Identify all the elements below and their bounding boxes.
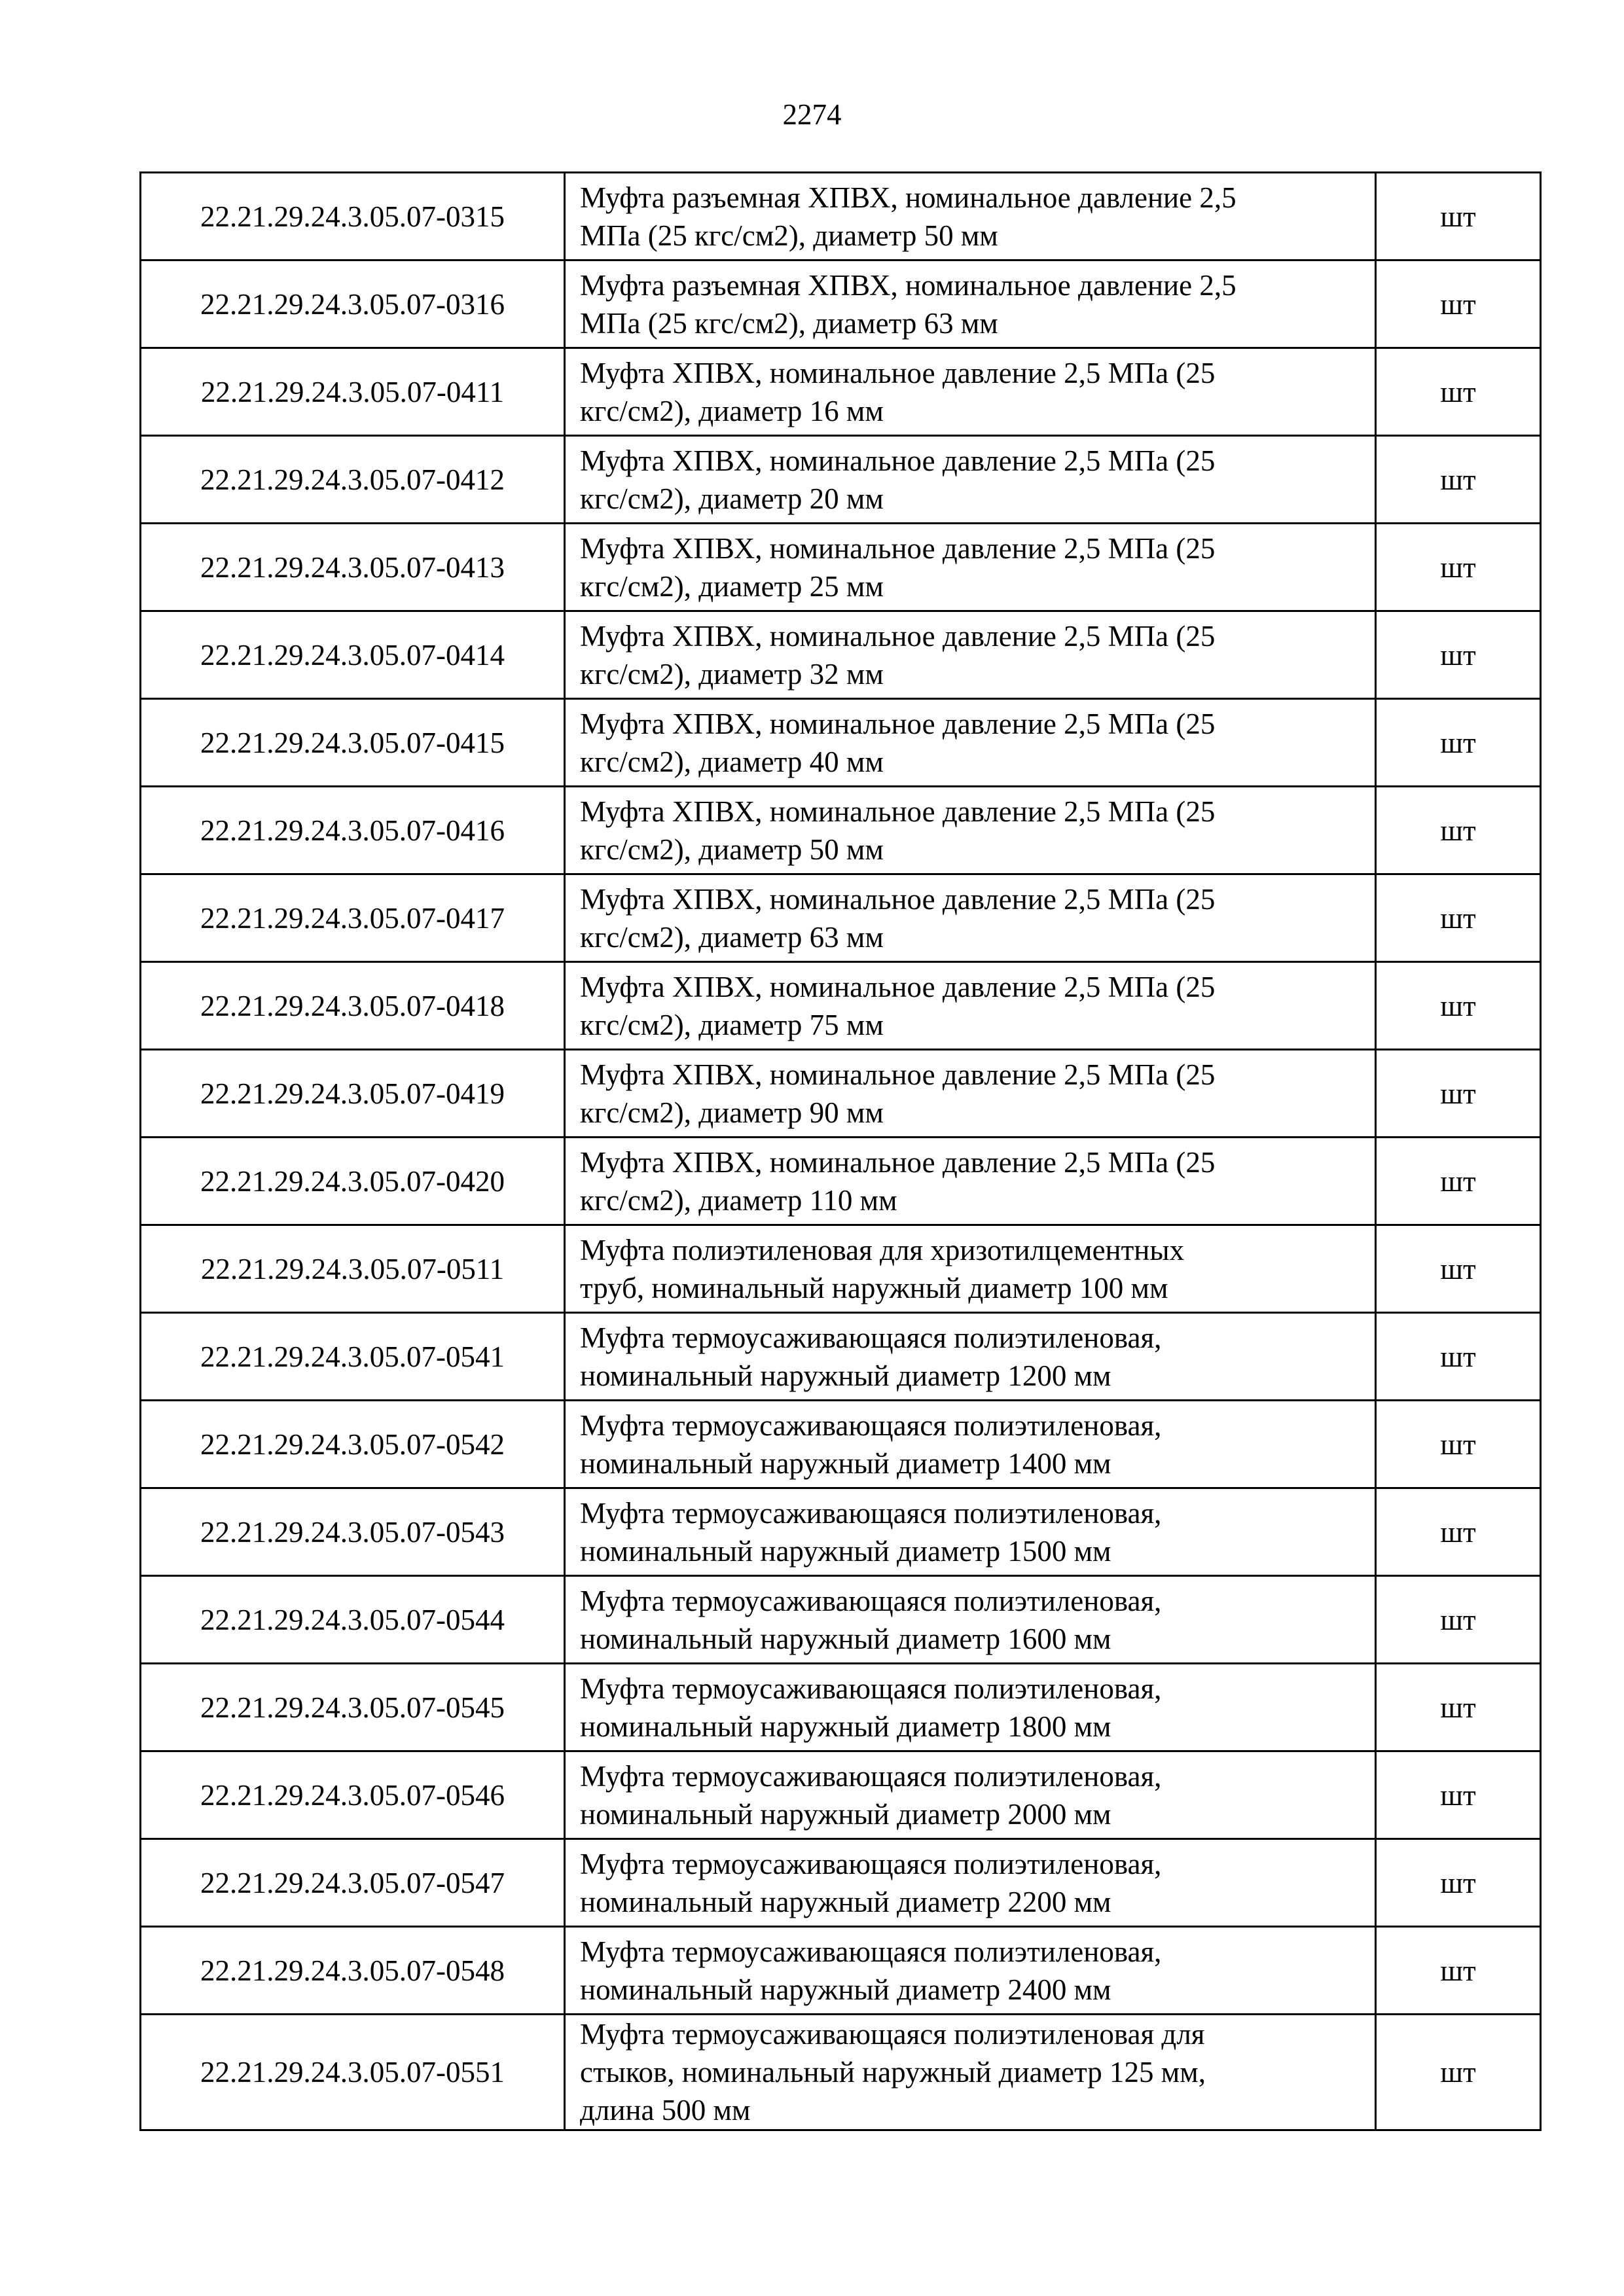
- item-code: 22.21.29.24.3.05.07-0542: [141, 1401, 565, 1488]
- item-description: [565, 699, 1376, 787]
- item-unit: шт: [1376, 1050, 1541, 1138]
- item-unit: шт: [1376, 348, 1541, 436]
- item-description: [565, 1401, 1376, 1488]
- item-unit: шт: [1376, 1927, 1541, 2015]
- item-code: 22.21.29.24.3.05.07-0418: [141, 962, 565, 1050]
- description-line: Муфта ХПВХ, номинальное давление 2,5 МПа (25: [580, 1145, 1216, 1179]
- item-unit: шт: [1376, 1225, 1541, 1313]
- table-row: [141, 1751, 1541, 1839]
- item-unit: шт: [1376, 436, 1541, 524]
- item-unit: шт: [1376, 1138, 1541, 1225]
- items-table: [139, 171, 1542, 2131]
- item-code: 22.21.29.24.3.05.07-0412: [141, 436, 565, 524]
- item-unit: шт: [1376, 2015, 1541, 2130]
- table-row: [141, 611, 1541, 699]
- description-line: Муфта термоусаживающаяся полиэтиленовая,: [580, 1759, 1162, 1793]
- description-line: Муфта термоусаживающаяся полиэтиленовая для: [580, 2018, 1205, 2051]
- description-line: номинальный наружный диаметр 2400 мм: [580, 1973, 1111, 2006]
- table-row: [141, 1313, 1541, 1401]
- table-row: [141, 348, 1541, 436]
- description-line: Муфта термоусаживающаяся полиэтиленовая,: [580, 1496, 1162, 1530]
- item-description: [565, 611, 1376, 699]
- description-line: Муфта ХПВХ, номинальное давление 2,5 МПа (25: [580, 707, 1216, 740]
- description-line: Муфта ХПВХ, номинальное давление 2,5 МПа (25: [580, 882, 1216, 916]
- item-description: [565, 524, 1376, 611]
- item-unit: шт: [1376, 173, 1541, 260]
- item-description: [565, 874, 1376, 962]
- item-description: [565, 1751, 1376, 1839]
- item-unit: шт: [1376, 1751, 1541, 1839]
- item-unit: шт: [1376, 1576, 1541, 1664]
- item-description: [565, 260, 1376, 348]
- description-line: номинальный наружный диаметр 2200 мм: [580, 1885, 1111, 1918]
- item-description: [565, 1664, 1376, 1751]
- description-line: Муфта ХПВХ, номинальное давление 2,5 МПа (25: [580, 619, 1216, 653]
- description-line: номинальный наружный диаметр 1400 мм: [580, 1446, 1111, 1480]
- item-code: 22.21.29.24.3.05.07-0315: [141, 173, 565, 260]
- description-line: длина 500 мм: [580, 2094, 751, 2126]
- description-line: номинальный наружный диаметр 1200 мм: [580, 1359, 1111, 1392]
- item-code: 22.21.29.24.3.05.07-0419: [141, 1050, 565, 1138]
- description-line: кгс/см2), диаметр 75 мм: [580, 1008, 884, 1041]
- description-line: Муфта термоусаживающаяся полиэтиленовая,: [580, 1584, 1162, 1617]
- item-description: [565, 1313, 1376, 1401]
- item-description: [565, 348, 1376, 436]
- description-line: Муфта ХПВХ, номинальное давление 2,5 МПа (25: [580, 970, 1216, 1003]
- table-row: [141, 1576, 1541, 1664]
- item-code: 22.21.29.24.3.05.07-0316: [141, 260, 565, 348]
- description-line: кгс/см2), диаметр 50 мм: [580, 833, 884, 866]
- description-line: стыков, номинальный наружный диаметр 125 мм,: [580, 2056, 1206, 2089]
- description-line: Муфта термоусаживающаяся полиэтиленовая,: [580, 1321, 1162, 1354]
- description-line: Муфта ХПВХ, номинальное давление 2,5 МПа (25: [580, 795, 1216, 828]
- description-line: номинальный наружный диаметр 2000 мм: [580, 1797, 1111, 1831]
- description-line: МПа (25 кгс/см2), диаметр 50 мм: [580, 219, 998, 252]
- item-unit: шт: [1376, 1313, 1541, 1401]
- table-row: [141, 1050, 1541, 1138]
- item-code: 22.21.29.24.3.05.07-0420: [141, 1138, 565, 1225]
- description-line: МПа (25 кгс/см2), диаметр 63 мм: [580, 306, 998, 340]
- description-line: кгс/см2), диаметр 90 мм: [580, 1096, 884, 1129]
- description-line: Муфта ХПВХ, номинальное давление 2,5 МПа (25: [580, 531, 1216, 565]
- description-line: труб, номинальный наружный диаметр 100 мм: [580, 1271, 1168, 1304]
- table-row: [141, 1138, 1541, 1225]
- item-description: [565, 1488, 1376, 1576]
- item-unit: шт: [1376, 1664, 1541, 1751]
- item-description: [565, 436, 1376, 524]
- description-line: Муфта ХПВХ, номинальное давление 2,5 МПа (25: [580, 1058, 1216, 1091]
- description-line: Муфта термоусаживающаяся полиэтиленовая,: [580, 1935, 1162, 1968]
- table-row: [141, 874, 1541, 962]
- item-code: 22.21.29.24.3.05.07-0544: [141, 1576, 565, 1664]
- item-code: 22.21.29.24.3.05.07-0411: [141, 348, 565, 436]
- item-code: 22.21.29.24.3.05.07-0415: [141, 699, 565, 787]
- page-number: 2274: [782, 98, 842, 131]
- description-line: Муфта термоусаживающаяся полиэтиленовая,: [580, 1408, 1162, 1442]
- table-row: [141, 1839, 1541, 1927]
- item-code: 22.21.29.24.3.05.07-0511: [141, 1225, 565, 1313]
- item-unit: шт: [1376, 699, 1541, 787]
- item-description: [565, 2015, 1376, 2130]
- table-row: [141, 1401, 1541, 1488]
- description-line: Муфта разъемная ХПВХ, номинальное давление 2,5: [580, 268, 1236, 302]
- item-description: [565, 1138, 1376, 1225]
- item-code: 22.21.29.24.3.05.07-0416: [141, 787, 565, 874]
- item-description: [565, 1050, 1376, 1138]
- description-line: Муфта термоусаживающаяся полиэтиленовая,: [580, 1847, 1162, 1880]
- description-line: Муфта разъемная ХПВХ, номинальное давление 2,5: [580, 181, 1236, 214]
- table-row: [141, 787, 1541, 874]
- item-unit: шт: [1376, 1401, 1541, 1488]
- table-row: [141, 962, 1541, 1050]
- item-unit: шт: [1376, 1839, 1541, 1927]
- description-line: кгс/см2), диаметр 110 мм: [580, 1183, 897, 1217]
- item-code: 22.21.29.24.3.05.07-0546: [141, 1751, 565, 1839]
- description-line: кгс/см2), диаметр 32 мм: [580, 657, 884, 691]
- item-description: [565, 1225, 1376, 1313]
- description-line: Муфта ХПВХ, номинальное давление 2,5 МПа (25: [580, 444, 1216, 477]
- description-line: кгс/см2), диаметр 25 мм: [580, 569, 884, 603]
- table-row: [141, 1225, 1541, 1313]
- item-description: [565, 173, 1376, 260]
- item-code: 22.21.29.24.3.05.07-0543: [141, 1488, 565, 1576]
- description-line: номинальный наружный диаметр 1500 мм: [580, 1534, 1111, 1568]
- item-code: 22.21.29.24.3.05.07-0548: [141, 1927, 565, 2015]
- item-description: [565, 1927, 1376, 2015]
- item-unit: шт: [1376, 787, 1541, 874]
- item-unit: шт: [1376, 962, 1541, 1050]
- description-line: кгс/см2), диаметр 20 мм: [580, 482, 884, 515]
- description-line: кгс/см2), диаметр 16 мм: [580, 394, 884, 427]
- item-code: 22.21.29.24.3.05.07-0414: [141, 611, 565, 699]
- item-description: [565, 1576, 1376, 1664]
- description-line: номинальный наружный диаметр 1800 мм: [580, 1710, 1111, 1743]
- item-code: 22.21.29.24.3.05.07-0417: [141, 874, 565, 962]
- description-line: Муфта полиэтиленовая для хризотилцементных: [580, 1233, 1185, 1266]
- item-description: [565, 1839, 1376, 1927]
- item-description: [565, 787, 1376, 874]
- table-row: [141, 173, 1541, 260]
- item-code: 22.21.29.24.3.05.07-0547: [141, 1839, 565, 1927]
- item-description: [565, 962, 1376, 1050]
- table-row: [141, 524, 1541, 611]
- table-row: [141, 436, 1541, 524]
- table-row: [141, 2015, 1541, 2130]
- item-code: 22.21.29.24.3.05.07-0545: [141, 1664, 565, 1751]
- item-code: 22.21.29.24.3.05.07-0551: [141, 2015, 565, 2130]
- item-unit: шт: [1376, 524, 1541, 611]
- item-code: 22.21.29.24.3.05.07-0413: [141, 524, 565, 611]
- table-row: [141, 699, 1541, 787]
- description-line: Муфта термоусаживающаяся полиэтиленовая,: [580, 1672, 1162, 1705]
- table-row: [141, 260, 1541, 348]
- description-line: Муфта ХПВХ, номинальное давление 2,5 МПа (25: [580, 356, 1216, 389]
- item-unit: шт: [1376, 874, 1541, 962]
- description-line: номинальный наружный диаметр 1600 мм: [580, 1622, 1111, 1655]
- item-unit: шт: [1376, 1488, 1541, 1576]
- table-row: [141, 1664, 1541, 1751]
- description-line: кгс/см2), диаметр 63 мм: [580, 920, 884, 954]
- item-code: 22.21.29.24.3.05.07-0541: [141, 1313, 565, 1401]
- item-unit: шт: [1376, 611, 1541, 699]
- description-line: кгс/см2), диаметр 40 мм: [580, 745, 884, 778]
- table-row: [141, 1927, 1541, 2015]
- item-unit: шт: [1376, 260, 1541, 348]
- table-row: [141, 1488, 1541, 1576]
